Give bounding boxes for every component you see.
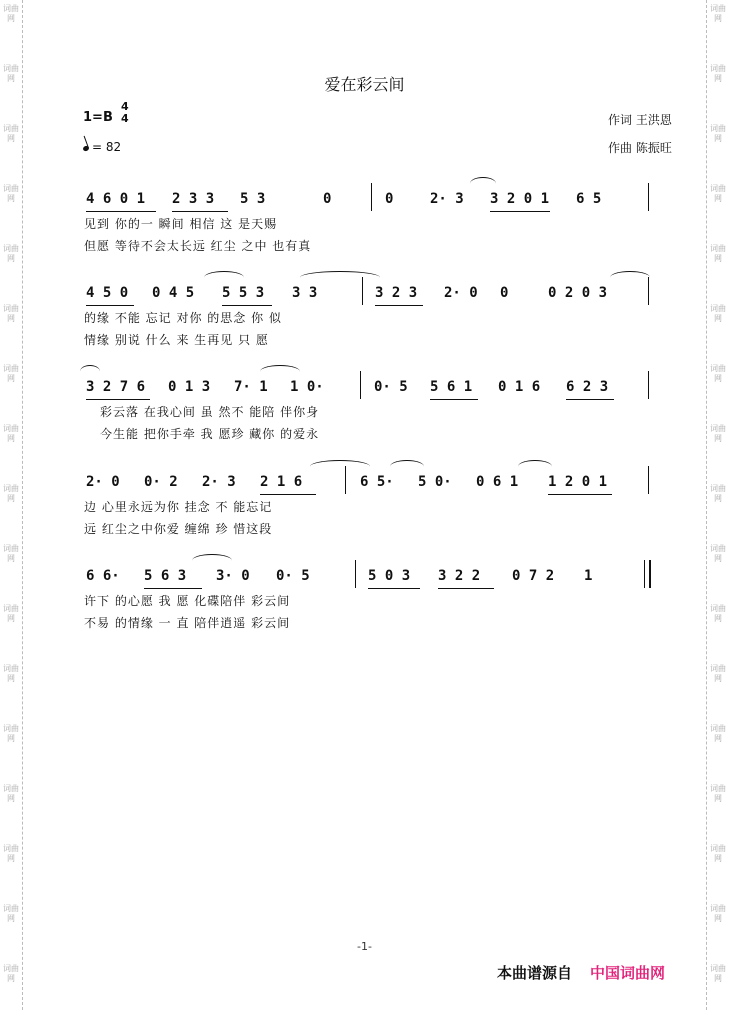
bar-line bbox=[648, 371, 649, 399]
note-group: 1 bbox=[584, 568, 593, 584]
watermark-text: 词曲网 bbox=[710, 124, 726, 143]
bar-line bbox=[360, 371, 361, 399]
composer-credit: 作曲 陈振旺 bbox=[608, 141, 672, 155]
watermark-text: 词曲网 bbox=[3, 424, 19, 443]
beam-line bbox=[566, 399, 614, 400]
watermark-text: 词曲网 bbox=[710, 244, 726, 263]
note-group: 2· 0 bbox=[444, 285, 478, 301]
note-group: 3 2 0 1 bbox=[490, 191, 550, 207]
note-group: 0· 5 bbox=[374, 379, 408, 395]
beam-line bbox=[430, 399, 478, 400]
beam-line bbox=[548, 494, 612, 495]
note-group: 4 6 0 1 bbox=[86, 191, 146, 207]
tie-arc bbox=[470, 177, 496, 190]
time-signature bbox=[121, 101, 129, 125]
note-group: 2 1 6 bbox=[260, 474, 303, 490]
watermark-text: 词曲网 bbox=[710, 664, 726, 683]
note-group: 0 1 3 bbox=[168, 379, 211, 395]
tempo-marking bbox=[83, 140, 121, 154]
note-group: 3· 0 bbox=[216, 568, 250, 584]
note-group: 0 1 6 bbox=[498, 379, 541, 395]
source-prefix: 本曲谱源自 bbox=[497, 964, 573, 982]
note-group: 0· 2 bbox=[144, 474, 178, 490]
tie-arc bbox=[300, 271, 380, 284]
beam-line bbox=[438, 588, 494, 589]
watermark-text: 词曲网 bbox=[710, 604, 726, 623]
note-group: 3 3 bbox=[292, 285, 318, 301]
watermark-text: 词曲网 bbox=[710, 844, 726, 863]
beam-line bbox=[144, 588, 202, 589]
song-title: 爱在彩云间 bbox=[324, 75, 405, 94]
note-group: 1 0· bbox=[290, 379, 324, 395]
tie-arc bbox=[310, 460, 370, 473]
note-group: 6 5· bbox=[360, 474, 394, 490]
watermark-text: 词曲网 bbox=[710, 904, 726, 923]
lyric-line-1: 的缘 不能 忘记 对你 的思念 你 似 bbox=[84, 311, 282, 325]
bar-line bbox=[644, 560, 645, 588]
watermark-text: 词曲网 bbox=[3, 664, 19, 683]
tie-arc bbox=[518, 460, 552, 473]
tie-arc bbox=[610, 271, 650, 284]
time-signature-bottom: 4 bbox=[121, 112, 129, 125]
watermark-text: 词曲网 bbox=[3, 364, 19, 383]
tie-arc bbox=[80, 365, 100, 378]
note-group: 2· 3 bbox=[202, 474, 236, 490]
note-group: 0 6 1 bbox=[476, 474, 519, 490]
watermark-text: 词曲网 bbox=[3, 4, 19, 23]
note-group: 5 6 3 bbox=[144, 568, 187, 584]
tie-arc bbox=[192, 554, 232, 567]
tempo-value: = 82 bbox=[92, 140, 122, 154]
time-signature-top: 4 bbox=[121, 100, 129, 113]
watermark-text: 词曲网 bbox=[710, 64, 726, 83]
note-group: 3 2 3 bbox=[375, 285, 418, 301]
watermark-text: 词曲网 bbox=[710, 964, 726, 983]
tie-arc bbox=[390, 460, 424, 473]
bar-line bbox=[648, 466, 649, 494]
note-group: 1 2 0 1 bbox=[548, 474, 608, 490]
note-group: 0· 5 bbox=[276, 568, 310, 584]
note-group: 5 0· bbox=[418, 474, 452, 490]
note-group: 5 0 3 bbox=[368, 568, 411, 584]
tie-arc bbox=[204, 271, 244, 284]
note-group: 2· 3 bbox=[430, 191, 464, 207]
note-group: 0 4 5 bbox=[152, 285, 195, 301]
score-system-1 bbox=[80, 191, 652, 271]
watermark-text: 词曲网 bbox=[710, 724, 726, 743]
page-number: -1- bbox=[357, 940, 372, 953]
watermark-text: 词曲网 bbox=[3, 64, 19, 83]
beam-line bbox=[86, 399, 150, 400]
final-bar-line bbox=[649, 560, 651, 588]
beam-line bbox=[368, 588, 420, 589]
beam-line bbox=[222, 305, 272, 306]
watermark-text: 词曲网 bbox=[710, 184, 726, 203]
watermark-text: 词曲网 bbox=[3, 544, 19, 563]
score-system-2 bbox=[80, 285, 652, 365]
beam-line bbox=[86, 305, 134, 306]
quarter-note-icon bbox=[82, 145, 89, 152]
note-group: 6 6· bbox=[86, 568, 120, 584]
watermark-text: 词曲网 bbox=[710, 424, 726, 443]
watermark-column-right bbox=[706, 0, 729, 1010]
lyricist-credit: 作词 王洪恩 bbox=[608, 113, 672, 127]
note-group: 4 5 0 bbox=[86, 285, 129, 301]
bar-line bbox=[355, 560, 356, 588]
note-group: 6 2 3 bbox=[566, 379, 609, 395]
bar-line bbox=[371, 183, 372, 211]
tie-arc bbox=[260, 365, 300, 378]
score-system-4 bbox=[80, 474, 652, 554]
note-group: 5 5 3 bbox=[222, 285, 265, 301]
note-group: 0 2 0 3 bbox=[548, 285, 608, 301]
lyric-line-2: 但愿 等待不会太长远 红尘 之中 也有真 bbox=[84, 239, 312, 253]
watermark-text: 词曲网 bbox=[3, 484, 19, 503]
beam-line bbox=[490, 211, 550, 212]
note-group: 6 5 bbox=[576, 191, 602, 207]
source-attribution bbox=[497, 962, 665, 983]
watermark-text: 词曲网 bbox=[3, 724, 19, 743]
beam-line bbox=[260, 494, 316, 495]
watermark-text: 词曲网 bbox=[3, 184, 19, 203]
note-group: 7· 1 bbox=[234, 379, 268, 395]
note-group: 0 7 2 bbox=[512, 568, 555, 584]
watermark-text: 词曲网 bbox=[710, 544, 726, 563]
note-group: 0 bbox=[500, 285, 509, 301]
note-group: 2 3 3 bbox=[172, 191, 215, 207]
watermark-text: 词曲网 bbox=[3, 604, 19, 623]
bar-line bbox=[648, 183, 649, 211]
note-group: 2· 0 bbox=[86, 474, 120, 490]
note-group: 5 6 1 bbox=[430, 379, 473, 395]
lyric-line-2: 今生能 把你手牵 我 愿珍 藏你 的爱永 bbox=[100, 427, 320, 441]
lyric-line-1: 见到 你的一 瞬间 相信 这 是天赐 bbox=[84, 217, 278, 231]
watermark-text: 词曲网 bbox=[3, 244, 19, 263]
watermark-text: 词曲网 bbox=[710, 484, 726, 503]
note-group: 0 bbox=[323, 191, 332, 207]
watermark-text: 词曲网 bbox=[3, 124, 19, 143]
score-system-3 bbox=[80, 379, 652, 459]
note-group: 3 2 2 bbox=[438, 568, 481, 584]
watermark-text: 词曲网 bbox=[710, 364, 726, 383]
note-group: 3 2 7 6 bbox=[86, 379, 146, 395]
beam-line bbox=[375, 305, 423, 306]
watermark-text: 词曲网 bbox=[3, 904, 19, 923]
watermark-column-left bbox=[0, 0, 23, 1010]
source-brand: 中国词曲网 bbox=[590, 964, 666, 982]
watermark-text: 词曲网 bbox=[3, 844, 19, 863]
beam-line bbox=[86, 211, 156, 212]
watermark-text: 词曲网 bbox=[3, 964, 19, 983]
watermark-text: 词曲网 bbox=[710, 304, 726, 323]
note-group: 5 3 bbox=[240, 191, 266, 207]
lyric-line-1: 边 心里永远为你 挂念 不 能忘记 bbox=[84, 500, 273, 514]
score-system-5 bbox=[80, 568, 652, 648]
lyric-line-2: 情缘 别说 什么 来 生再见 只 愿 bbox=[84, 333, 269, 347]
lyric-line-2: 远 红尘之中你爱 缠绵 珍 惜这段 bbox=[84, 522, 273, 536]
lyric-line-2: 不易 的情缘 一 直 陪伴逍遥 彩云间 bbox=[84, 616, 291, 630]
beam-line bbox=[172, 211, 228, 212]
watermark-text: 词曲网 bbox=[710, 784, 726, 803]
lyric-line-1: 彩云落 在我心间 虽 然不 能陪 伴你身 bbox=[100, 405, 320, 419]
lyric-line-1: 许下 的心愿 我 愿 化碟陪伴 彩云间 bbox=[84, 594, 291, 608]
note-group: 0 bbox=[385, 191, 394, 207]
key-signature: 1=B bbox=[83, 110, 113, 125]
watermark-text: 词曲网 bbox=[710, 4, 726, 23]
watermark-text: 词曲网 bbox=[3, 784, 19, 803]
watermark-text: 词曲网 bbox=[3, 304, 19, 323]
